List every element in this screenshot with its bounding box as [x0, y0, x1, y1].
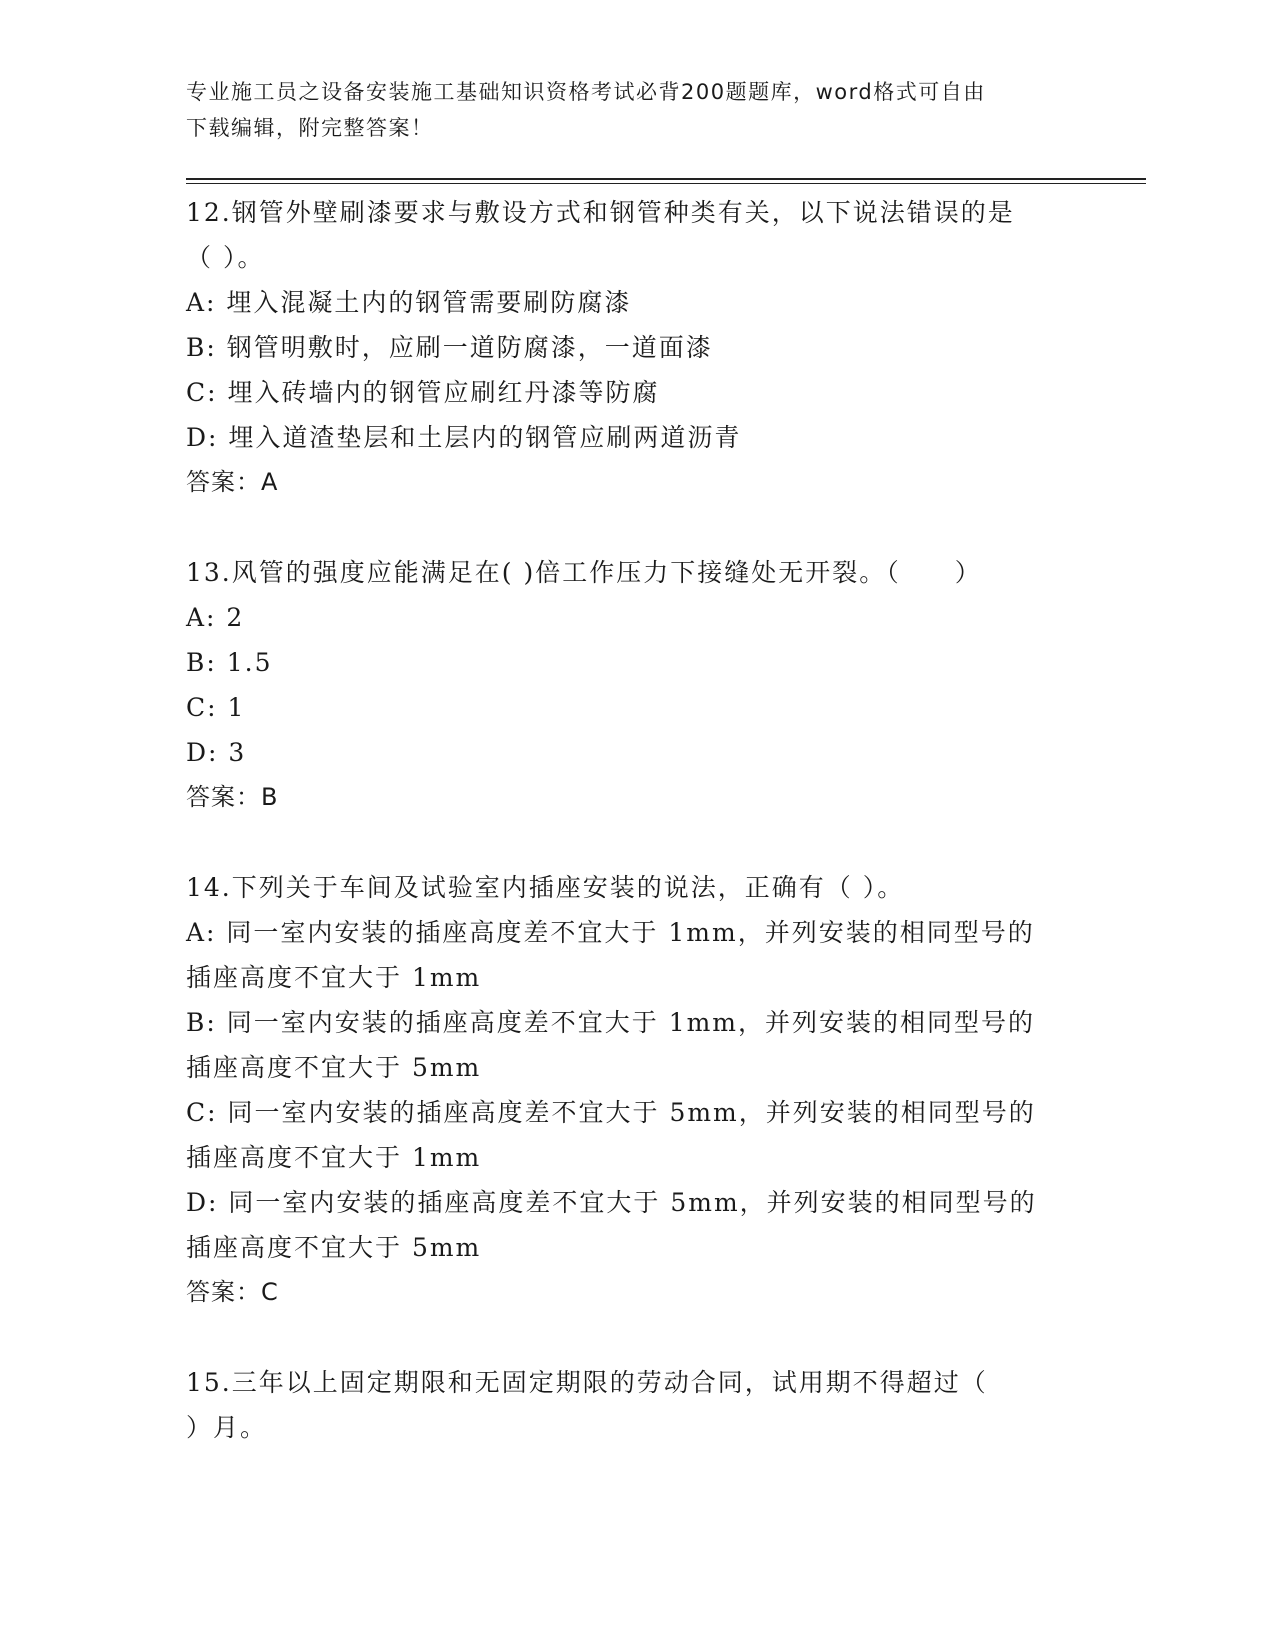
header-line-2: 下载编辑，附完整答案！: [186, 116, 434, 140]
option-d: D: 同一室内安装的插座高度差不宜大于 5mm，并列安装的相同型号的: [186, 1188, 1037, 1217]
header-divider-thin: [186, 183, 1146, 184]
header-divider-thick: [186, 178, 1146, 180]
option-a: A: 2: [186, 603, 245, 632]
option-c-continued: 插座高度不宜大于 1mm: [186, 1143, 482, 1172]
option-b: B: 1.5: [186, 648, 273, 677]
option-a-continued: 插座高度不宜大于 1mm: [186, 963, 482, 992]
question-14: [186, 865, 1086, 1315]
option-c: C: 埋入砖墙内的钢管应刷红丹漆等防腐: [186, 378, 660, 407]
option-d-continued: 插座高度不宜大于 5mm: [186, 1233, 482, 1262]
answer: 答案：C: [186, 1278, 279, 1306]
answer: 答案：A: [186, 468, 279, 496]
question-stem: 14.下列关于车间及试验室内插座安装的说法，正确有（ ）。: [186, 873, 905, 902]
question-stem-continued: （ ）。: [186, 243, 265, 272]
option-d: D: 埋入道渣垫层和土层内的钢管应刷两道沥青: [186, 423, 742, 452]
option-b-continued: 插座高度不宜大于 5mm: [186, 1053, 482, 1082]
header-line-1: 专业施工员之设备安装施工基础知识资格考试必背200题题库，word格式可自由: [186, 80, 986, 104]
option-a: A: 埋入混凝土内的钢管需要刷防腐漆: [186, 288, 632, 317]
question-stem: 13.风管的强度应能满足在( )倍工作压力下接缝处无开裂。（ ）: [186, 558, 982, 587]
option-c: C: 同一室内安装的插座高度差不宜大于 5mm，并列安装的相同型号的: [186, 1098, 1036, 1127]
option-b: B: 同一室内安装的插座高度差不宜大于 1mm，并列安装的相同型号的: [186, 1008, 1036, 1037]
option-d: D: 3: [186, 738, 247, 767]
option-a: A: 同一室内安装的插座高度差不宜大于 1mm，并列安装的相同型号的: [186, 918, 1035, 947]
question-stem-continued: ）月。: [186, 1413, 268, 1442]
document-header: [186, 74, 1086, 146]
question-stem: 15.三年以上固定期限和无固定期限的劳动合同，试用期不得超过（: [186, 1368, 988, 1397]
question-stem: 12.钢管外壁刷漆要求与敷设方式和钢管种类有关，以下说法错误的是: [186, 198, 1015, 227]
question-13: [186, 550, 1086, 820]
question-list: [186, 190, 1086, 1495]
question-15: [186, 1360, 1086, 1450]
answer: 答案：B: [186, 783, 279, 811]
option-b: B: 钢管明敷时，应刷一道防腐漆，一道面漆: [186, 333, 713, 362]
option-c: C: 1: [186, 693, 246, 722]
question-12: [186, 190, 1086, 505]
